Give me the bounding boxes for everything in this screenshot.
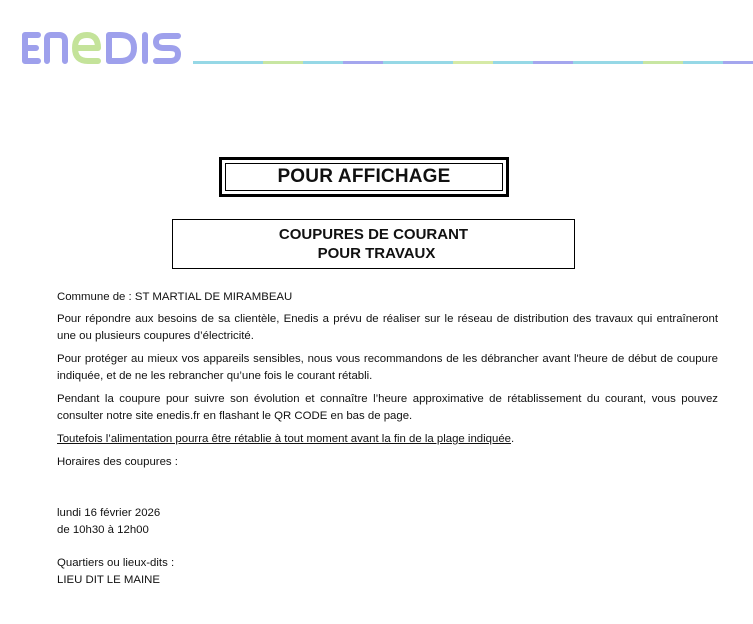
place-name: LIEU DIT LE MAINE xyxy=(57,574,160,586)
page-title: POUR AFFICHAGE xyxy=(225,163,503,191)
paragraph-protect: Pour protéger au mieux vos appareils sensibles, nous vous recommandons de les débrancher avant l'heure de début de coupure indiquée, et de ne les rebrancher qu’une fois le courant rétabli. xyxy=(57,353,718,382)
subtitle-line-2: POUR TRAVAUX xyxy=(317,245,436,262)
subtitle-frame xyxy=(172,219,575,269)
enedis-logo xyxy=(20,29,190,67)
notice-body xyxy=(57,289,718,589)
commune-line: Commune de : ST MARTIAL DE MIRAMBEAU xyxy=(57,291,293,303)
places-label: Quartiers ou lieux-dits : xyxy=(57,557,175,569)
title-frame xyxy=(219,157,509,197)
outage-date: lundi 16 février 2026 xyxy=(57,507,161,519)
notice-text: Toutefois l’alimentation pourra être rétablie à tout moment avant la fin de la plage indiquée xyxy=(57,433,512,445)
outage-time: de 10h30 à 12h00 xyxy=(57,524,149,536)
notice-period: . xyxy=(511,433,515,445)
subtitle-line-1: COUPURES DE COURANT xyxy=(278,226,469,243)
schedule-label: Horaires des coupures : xyxy=(57,456,178,468)
paragraph-follow: Pendant la coupure pour suivre son évolution et connaître l’heure approximative de rétablissement du courant, vous pouvez consulter notre site enedis.fr en flashant le QR CODE en bas de page. xyxy=(57,393,718,422)
paragraph-needs: Pour répondre aux besoins de sa clientèle, Enedis a prévu de réaliser sur le réseau de distribution des travaux qui entraîneront une ou plusieurs coupures d’électricité. xyxy=(57,313,718,342)
notice-line xyxy=(57,431,718,448)
header-divider xyxy=(193,61,753,64)
